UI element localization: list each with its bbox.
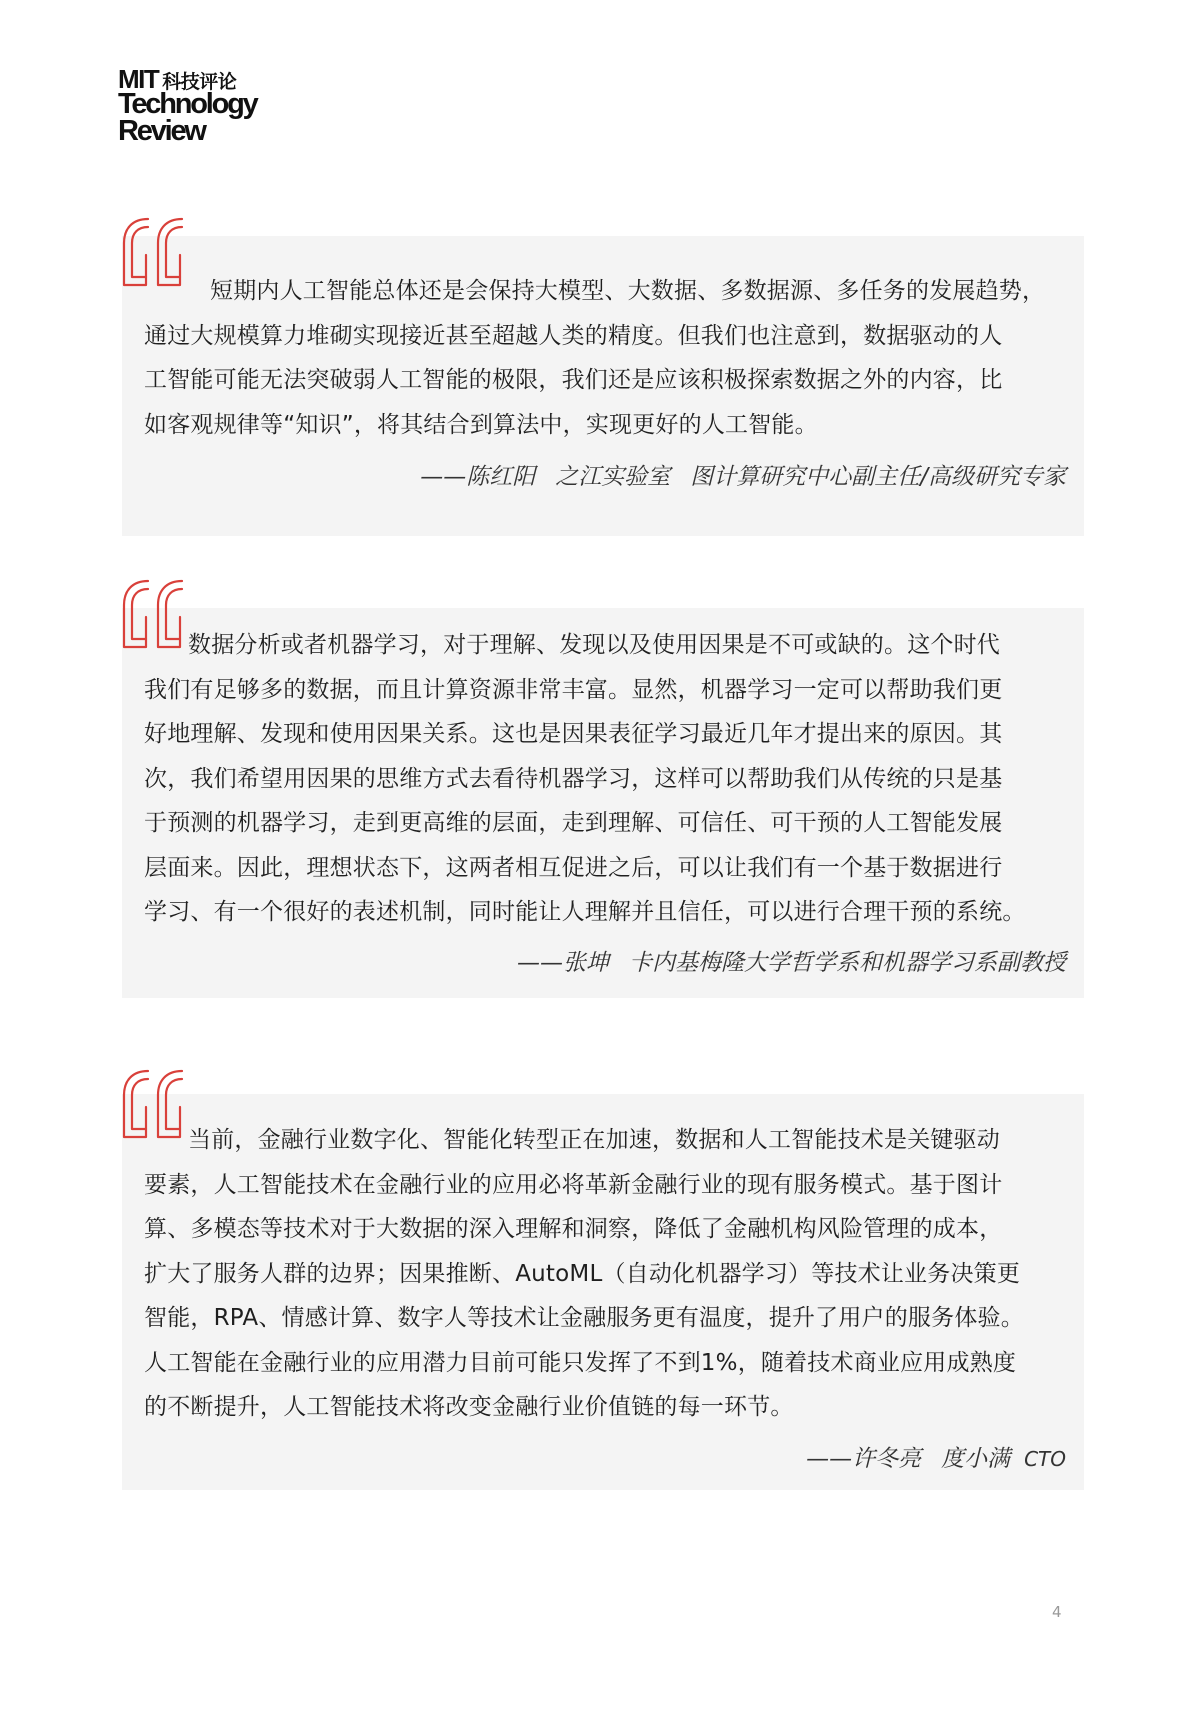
- quote-line: 的不断提升，人工智能技术将改变金融行业价值链的每一环节。: [144, 1394, 794, 1420]
- attribution-title: CTO: [1024, 1447, 1066, 1471]
- attribution-org: 度小满: [941, 1446, 1011, 1472]
- quote-line: 数据分析或者机器学习，对于理解、发现以及使用因果是不可或缺的。这个时代: [188, 632, 1000, 658]
- quote-mark-icon: [120, 577, 192, 653]
- quote-line: 我们有足够多的数据，而且计算资源非常丰富。显然，机器学习一定可以帮助我们更: [144, 676, 1003, 703]
- attribution-org: 之江实验室: [555, 464, 671, 490]
- mit-technology-review-logo: [118, 66, 278, 146]
- quote-attribution: [420, 458, 1066, 491]
- page-number: 4: [1052, 1603, 1062, 1621]
- attribution-title: 图计算研究中心副主任/高级研究专家: [690, 464, 1066, 490]
- quote-line: 好地理解、发现和使用因果关系。这也是因果表征学习最近几年才提出来的原因。其: [144, 721, 1003, 747]
- logo-review: Review: [118, 115, 205, 147]
- quote-line: 层面来。因此，理想状态下，这两者相互促进之后，可以让我们有一个基于数据进行: [144, 854, 1003, 881]
- quote-line: 智能，RPA、情感计算、数字人等技术让金融服务更有温度，提升了用户的服务体验。: [144, 1305, 1024, 1331]
- quote-line: 算、多模态等技术对于大数据的深入理解和洞察，降低了金融机构风险管理的成本，: [144, 1216, 1003, 1242]
- quote-text: [144, 623, 1068, 935]
- quote-line: 短期内人工智能总体还是会保持大模型、大数据、多数据源、多任务的发展趋势，: [210, 278, 1046, 304]
- quote-attribution: [806, 1440, 1066, 1473]
- quote-line: 要素，人工智能技术在金融行业的应用必将革新金融行业的现有服务模式。基于图计: [144, 1171, 1003, 1198]
- quote-box-2: [122, 608, 1084, 998]
- quote-text: [144, 1118, 1068, 1430]
- quote-line: 学习、有一个很好的表述机制，同时能让人理解并且信任，可以进行合理干预的系统。: [144, 899, 1026, 925]
- attribution-org: 卡内基梅隆大学哲学系和机器学习系副教授: [629, 950, 1066, 976]
- quote-attribution: [517, 944, 1066, 977]
- quote-line: 工智能可能无法突破弱人工智能的极限，我们还是应该积极探索数据之外的内容，比: [144, 367, 1003, 393]
- quote-box-1: [122, 236, 1084, 536]
- quote-mark-icon: [120, 215, 192, 291]
- quote-mark-icon: [120, 1067, 192, 1143]
- logo-chinese-title: 科技评论: [162, 72, 237, 93]
- quote-line: 如客观规律等“知识”，将其结合到算法中，实现更好的人工智能。: [144, 411, 818, 438]
- quote-line: 次，我们希望用因果的思维方式去看待机器学习，这样可以帮助我们从传统的只是基: [144, 765, 1003, 792]
- attribution-name: ——陈红阳: [420, 464, 536, 490]
- logo-technology: Technology: [118, 88, 257, 120]
- quote-text: [144, 269, 1068, 447]
- quote-line: 通过大规模算力堆砌实现接近甚至超越人类的精度。但我们也注意到，数据驱动的人: [144, 322, 1003, 349]
- quote-line: 人工智能在金融行业的应用潜力目前可能只发挥了不到1%，随着技术商业应用成熟度: [144, 1349, 1017, 1376]
- quote-line: 扩大了服务人群的边界；因果推断、AutoML（自动化机器学习）等技术让业务决策更: [144, 1260, 1021, 1287]
- attribution-name: ——许冬亮: [806, 1446, 922, 1472]
- quote-line: 于预测的机器学习，走到更高维的层面，走到理解、可信任、可干预的人工智能发展: [144, 810, 1003, 836]
- quote-box-3: [122, 1094, 1084, 1490]
- logo-mit: MIT: [118, 64, 159, 94]
- quote-line: 当前，金融行业数字化、智能化转型正在加速，数据和人工智能技术是关键驱动: [188, 1127, 1000, 1153]
- attribution-name: ——张坤: [517, 950, 609, 976]
